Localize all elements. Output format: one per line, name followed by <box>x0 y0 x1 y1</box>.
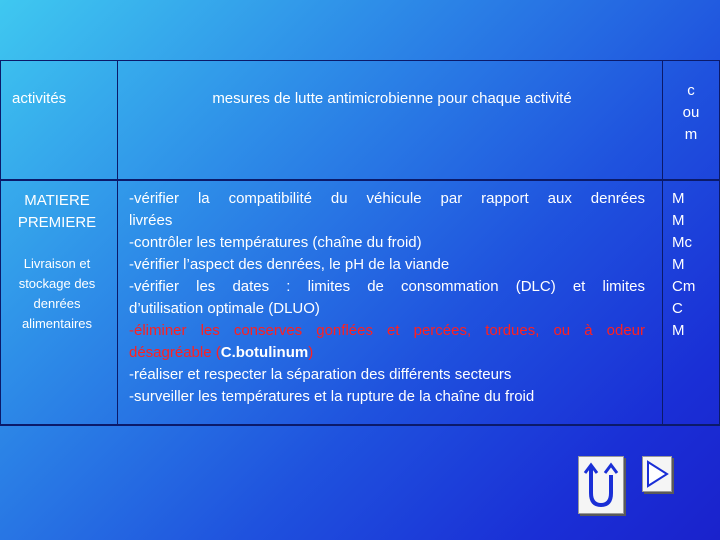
header-code-line-3: m <box>684 126 698 143</box>
header-code <box>668 80 714 146</box>
column-divider-2 <box>662 60 663 426</box>
u-turn-return-icon <box>579 457 623 513</box>
measure-line: -vérifier l’aspect des denrées, le pH de la viande <box>129 256 450 273</box>
header-mesures: mesures de lutte antimicrobienne pour chaque activité <box>212 90 572 107</box>
code-value: M <box>672 256 685 273</box>
measure-line-warning: -éliminer les conserves gonflées et percées, tordues, ou à odeur <box>129 322 645 339</box>
header-code-line-1: c <box>687 82 695 99</box>
activity-subtitle-line-1: Livraison et <box>23 256 91 271</box>
measure-line: -réaliser et respecter la séparation des différents secteurs <box>129 366 512 383</box>
measure-text: désagréable ( <box>129 344 221 361</box>
play-next-icon <box>643 457 671 491</box>
activity-subtitle-line-2: stockage des <box>18 276 96 291</box>
return-button[interactable] <box>578 456 624 514</box>
activity-title-line-1: MATIERE <box>24 192 90 209</box>
code-value: M <box>672 212 685 229</box>
table-border-top <box>0 60 720 61</box>
activity-subtitle-line-3: denrées <box>33 296 81 311</box>
measures-list <box>129 188 645 408</box>
table-border-bottom <box>0 424 720 426</box>
code-column <box>672 188 716 342</box>
measure-line: -vérifier les dates : limites de consommation (DLC) et limites <box>129 278 645 295</box>
measure-line: livrées <box>129 212 173 229</box>
code-value: M <box>672 190 685 207</box>
measure-line-warning <box>129 342 645 364</box>
header-activites: activités <box>12 90 67 107</box>
bacteria-name: C.botulinum <box>220 344 309 361</box>
measure-line: -vérifier la compatibilité du véhicule par rapport aux denrées <box>129 190 645 207</box>
table-border-left <box>0 60 1 426</box>
header-divider <box>0 179 720 181</box>
activity-subtitle <box>4 254 110 334</box>
code-value: Cm <box>672 278 696 295</box>
code-value: M <box>672 322 685 339</box>
measure-line: d’utilisation optimale (DLUO) <box>129 300 320 317</box>
column-divider-1 <box>117 60 118 426</box>
next-button[interactable] <box>642 456 672 492</box>
activity-title <box>4 190 110 234</box>
code-value: C <box>672 300 683 317</box>
measure-line: -surveiller les températures et la rupture de la chaîne du froid <box>129 388 535 405</box>
activity-subtitle-line-4: alimentaires <box>21 316 93 331</box>
measure-line: -contrôler les températures (chaîne du froid) <box>129 234 422 251</box>
activity-title-line-2: PREMIERE <box>17 214 97 231</box>
header-code-line-2: ou <box>682 104 700 121</box>
measure-text: ) <box>308 344 314 361</box>
measures-table <box>0 60 720 426</box>
code-value: Mc <box>672 234 692 251</box>
